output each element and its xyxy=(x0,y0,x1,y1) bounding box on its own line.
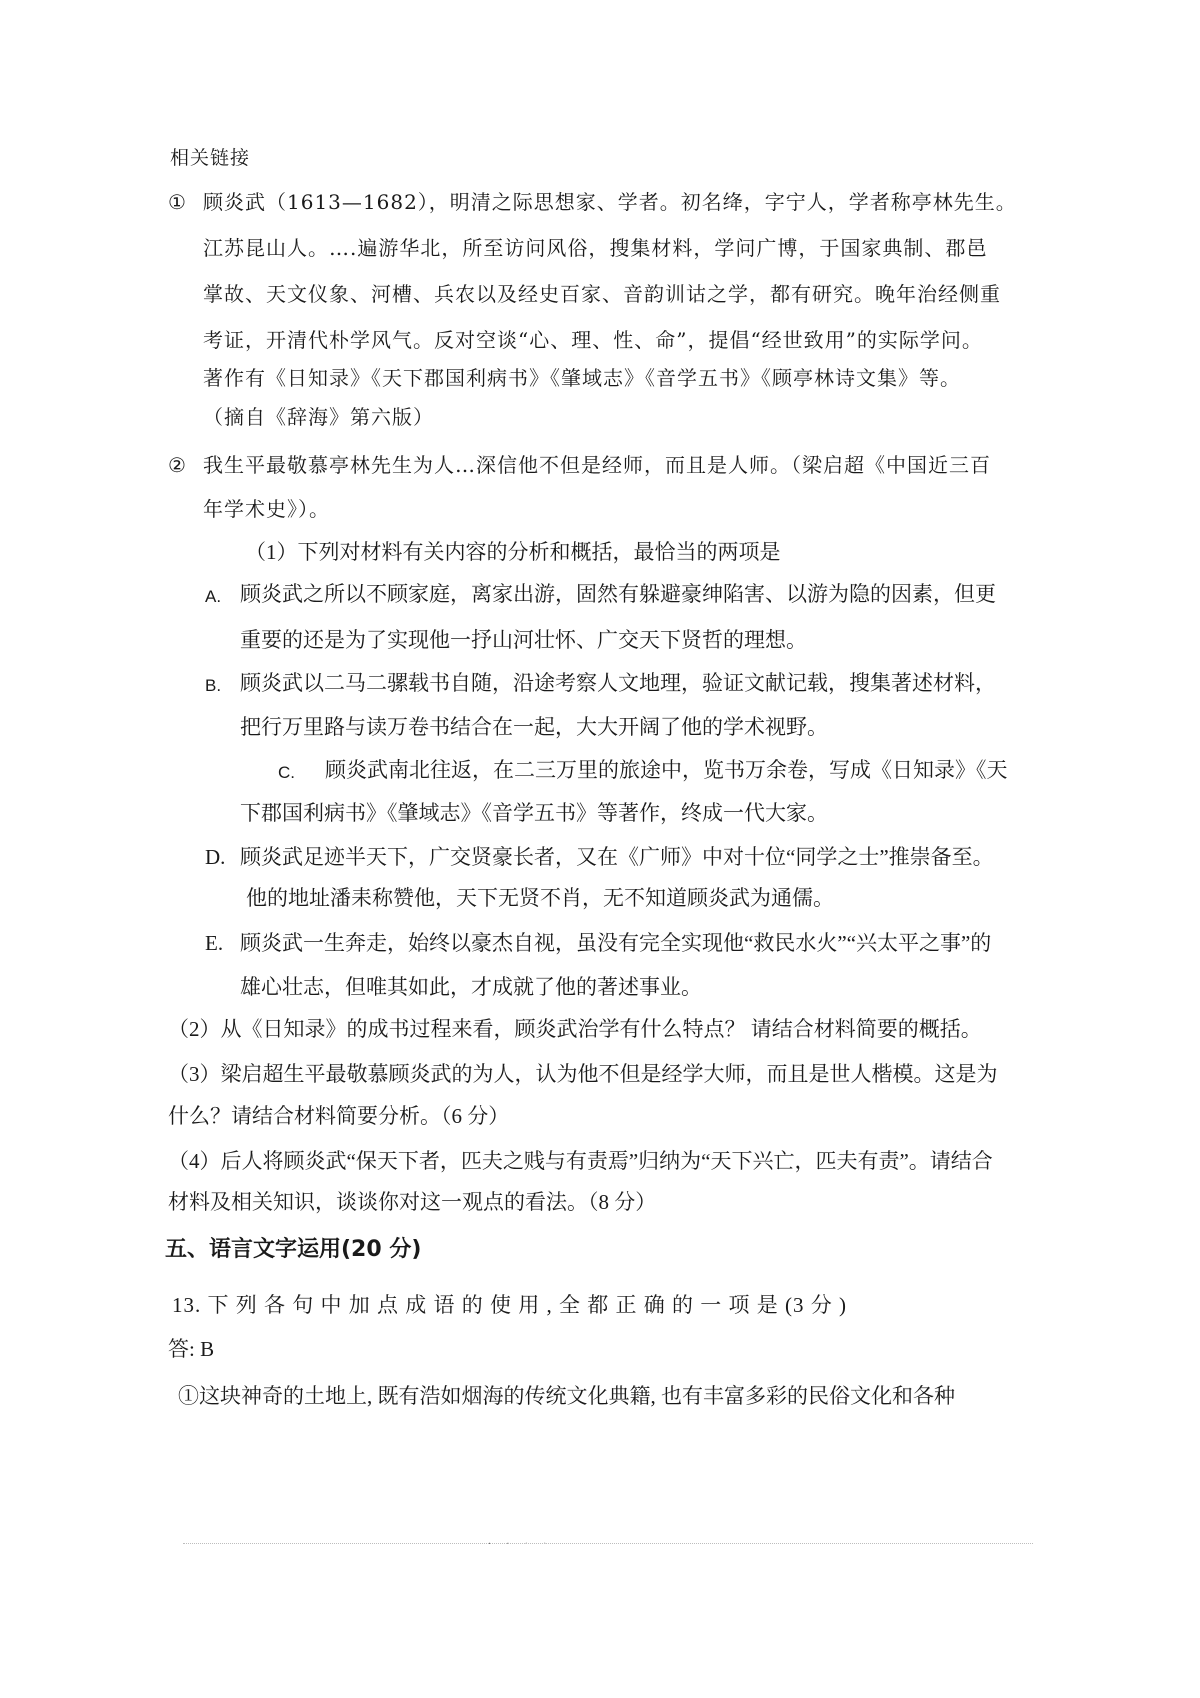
option-a-text: 顾炎武之所以不顾家庭，离家出游，固然有躲避豪绅陷害、以游为隐的因素，但更 xyxy=(240,582,996,606)
answer-line: 答: B xyxy=(168,1337,215,1361)
option-b-text: 顾炎武以二马二骡载书自随，沿途考察人文地理，验证文献记载，搜集著述材料， xyxy=(240,671,996,695)
question-4-line: （4）后人将顾炎武“保天下者，匹夫之贱与有责焉”归纳为“天下兴亡，匹夫有责”。请结合 xyxy=(168,1149,993,1173)
option-label: D. xyxy=(205,845,226,869)
option-label: A. xyxy=(205,587,222,606)
option-c-text: 顾炎武南北往返，在二三万里的旅途中，览书万余卷，写成《日知录》《天 xyxy=(325,758,1008,782)
related-links-heading: 相关链接 xyxy=(170,147,251,169)
question-2: （2）从《日知录》的成书过程来看，顾炎武治学有什么特点？ 请结合材料简要的概括。 xyxy=(168,1017,982,1041)
item1-line: 掌故、天文仪象、河槽、兵农以及经史百家、音韵训诂之学，都有研究。晚年治经侧重 xyxy=(203,282,1001,306)
emphasis-dots: · · · · xyxy=(488,1539,553,1550)
item1-line: 顾炎武（1613—1682），明清之际思想家、学者。初名绛，字宁人，学者称亭林先生。 xyxy=(203,190,1017,214)
option-c-text: 下郡国利病书》《肇域志》《音学五书》等著作，终成一代大家。 xyxy=(240,801,828,825)
question-3-line: 什么？请结合材料简要分析。（6 分） xyxy=(168,1104,510,1128)
item1-marker: ① xyxy=(168,190,186,214)
question-13-stem: 13. 下 列 各 句 中 加 点 成 语 的 使 用 , 全 都 正 确 的 一 项 是 (3 分 ) xyxy=(172,1293,847,1317)
option-d-text: 他的地址潘耒称赞他，天下无贤不肖，无不知道顾炎武为通儒。 xyxy=(246,886,834,910)
item1-source: （摘自《辞海》第六版） xyxy=(203,405,434,429)
question-3-line: （3）梁启超生平最敬慕顾炎武的为人，认为他不但是经学大师，而且是世人楷模。这是为 xyxy=(168,1062,998,1086)
option-a-text: 重要的还是为了实现他一抒山河壮怀、广交天下贤哲的理想。 xyxy=(240,628,807,652)
item2-marker: ② xyxy=(168,453,186,477)
question-4-line: 材料及相关知识，谈谈你对这一观点的看法。（8 分） xyxy=(168,1190,657,1214)
item1-line: 著作有《日知录》《天下郡国利病书》《肇域志》《音学五书》《顾亭林诗文集》等。 xyxy=(203,366,961,390)
option-b-text: 把行万里路与读万卷书结合在一起，大大开阔了他的学术视野。 xyxy=(240,715,828,739)
option-e-text: 雄心壮志，但唯其如此，才成就了他的著述事业。 xyxy=(240,975,702,999)
dotted-separator xyxy=(183,1543,1033,1544)
q1-stem: （1）下列对材料有关内容的分析和概括，最恰当的两项是 xyxy=(245,540,781,564)
item1-line: 考证，开清代朴学风气。反对空谈“心、理、性、命”，提倡“经世致用”的实际学问。 xyxy=(203,328,983,352)
section-5-heading: 五、语言文字运用(20 分) xyxy=(165,1237,422,1262)
option-label: B. xyxy=(205,676,222,695)
option-label: C. xyxy=(278,763,295,782)
item2-line: 我生平最敬慕亭林先生为人…深信他不但是经师，而且是人师。（梁启超《中国近三百 xyxy=(203,453,991,477)
item1-line: 江苏昆山人。….遍游华北，所至访问风俗，搜集材料，学问广博，于国家典制、郡邑 xyxy=(203,236,988,260)
option-e-text: 顾炎武一生奔走，始终以豪杰自视，虽没有完全实现他“救民水火”“兴太平之事”的 xyxy=(240,931,992,955)
item2-line: 年学术史》）。 xyxy=(203,497,330,521)
sentence-1: ①这块神奇的土地上, 既有浩如烟海的传统文化典籍, 也有丰富多彩的民俗文化和各种 xyxy=(178,1384,955,1408)
option-d-text: 顾炎武足迹半天下，广交贤豪长者，又在《广师》中对十位“同学之士”推崇备至。 xyxy=(240,845,994,869)
option-label: E. xyxy=(205,931,224,955)
